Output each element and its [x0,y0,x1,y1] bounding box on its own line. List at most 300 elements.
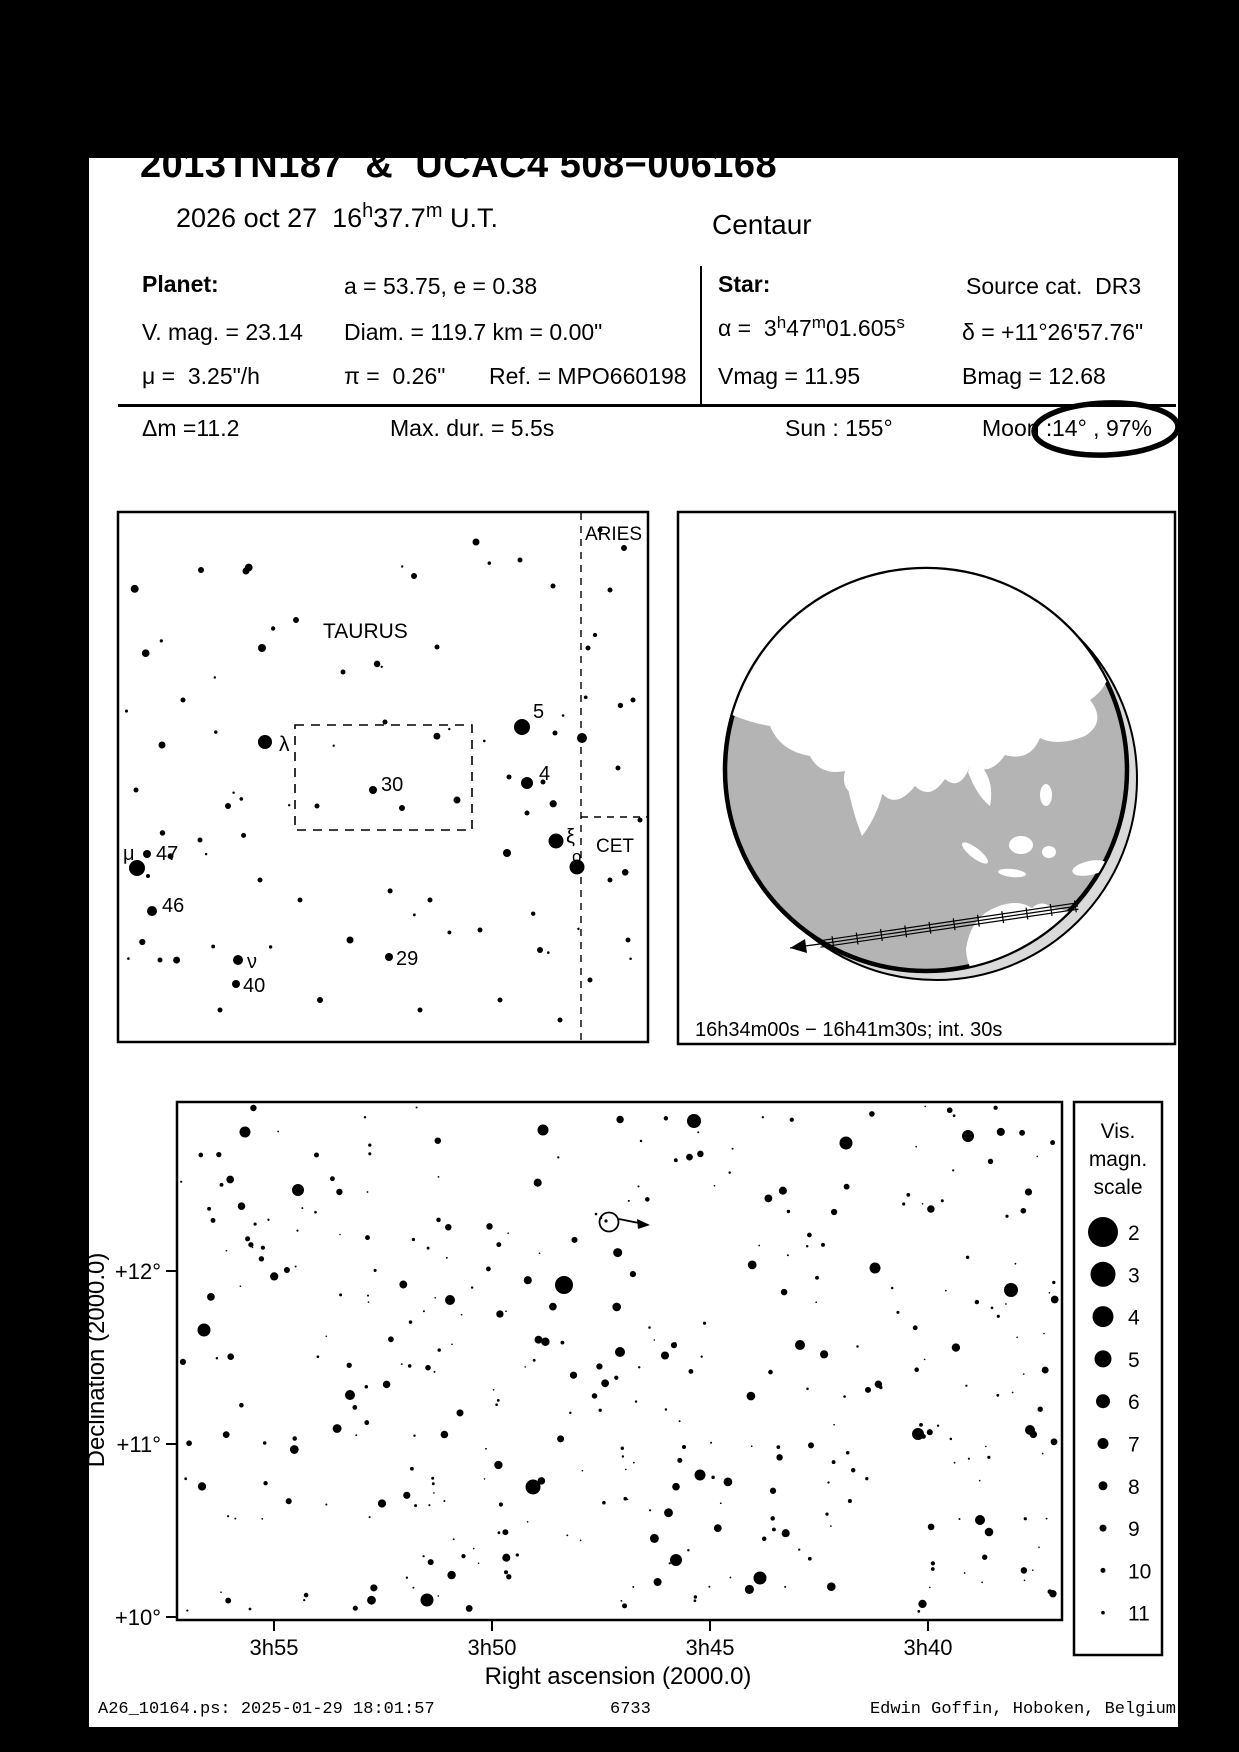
star-dot [524,1366,526,1368]
star-dot [160,639,163,642]
star-dot [808,1557,812,1561]
star-dot [621,545,627,551]
legend-magnitude-label: 6 [1128,1391,1140,1415]
star-vmag: Vmag = 11.95 [718,363,861,389]
star-dot [825,1512,828,1515]
star-dot [347,937,354,944]
star-dot [411,573,417,579]
star-dot [295,1266,297,1268]
star-dot [225,1598,231,1604]
star-dot [618,703,623,708]
y-tick-label: +10° [114,1605,161,1630]
finder-label: 30 [381,774,404,796]
star-dot [674,1158,678,1162]
y-axis-label: Declination (2000.0) [83,1252,110,1468]
star-dot [622,1603,627,1608]
legend-magnitude-dot [1091,1262,1116,1287]
star-dot [917,1610,920,1613]
star-dot [843,1395,846,1398]
star-dot [879,1386,882,1389]
star-dot [368,1143,371,1146]
star-dot [433,1492,435,1494]
star-dot [435,645,440,650]
star-dot [433,733,440,740]
legend-magnitude-label: 7 [1128,1433,1140,1457]
finder-label: 40 [243,975,266,997]
star-dot [577,733,587,743]
star-dot [632,1586,634,1588]
star-dot [198,1153,203,1158]
star-dot [975,1515,985,1525]
star-dot [1025,1188,1032,1195]
star-dot [539,1252,541,1254]
star-dot [301,1207,303,1209]
star-dot [1019,1130,1025,1136]
star-dot [608,588,613,593]
x-axis-label: Right ascension (2000.0) [484,1663,752,1690]
star-dot [428,898,433,903]
star-dot [758,1245,760,1247]
star-dot [1049,1292,1051,1294]
star-dot [198,567,204,573]
star-dot [865,1387,871,1393]
star-dot [623,1497,627,1501]
star-dot [710,1442,712,1444]
star-dot [378,1499,386,1507]
legend-title-line: Vis. [1100,1120,1136,1143]
star-declination: δ = +11°26'57.76" [962,319,1144,345]
star-dot [486,1266,491,1271]
star-dot [1051,1438,1058,1445]
star-dot [159,742,166,749]
star-dot [654,1578,662,1586]
star-dot [406,1577,408,1579]
star-dot [493,1389,495,1391]
star-dot [697,1151,704,1158]
star-dot [142,649,150,657]
star-dot [1020,1208,1026,1214]
star-dot [223,1431,230,1438]
legend-magnitude-dot [1093,1306,1114,1327]
legend-title-line: magn. [1088,1148,1148,1171]
star-dot [214,676,216,678]
star-dot [494,1461,502,1469]
star-dot [147,906,157,916]
star-dot [330,1176,335,1181]
star-dot [1050,1140,1055,1145]
finder-label: λ [279,733,290,756]
star-dot [525,811,530,816]
star-dot [918,1600,926,1608]
star-dot [549,1303,557,1311]
legend-magnitude-dot [1101,1611,1105,1615]
magnitude-drop: Δm =11.2 [142,415,240,441]
star-dot [768,1370,773,1375]
planet-reference: Ref. = MPO660198 [489,363,687,389]
star-dot [198,838,203,843]
star-dot [962,1130,974,1142]
star-dot [127,957,130,960]
star-dot [906,1193,910,1197]
star-dot [399,805,405,811]
star-dot [695,1470,706,1481]
star-dot [670,1554,682,1566]
legend-magnitude-label: 4 [1128,1306,1140,1330]
star-dot [827,1582,836,1591]
star-dot [815,1301,817,1303]
star-dot [592,1393,598,1399]
star-dot [293,617,299,623]
star-dot [383,720,388,725]
star-dot [1024,1517,1027,1520]
star-dot [220,1591,222,1593]
star-dot [728,1171,730,1173]
star-dot [502,1554,510,1562]
star-dot [924,1106,926,1108]
star-dot [345,1390,355,1400]
star-dot [325,1503,327,1505]
legend-magnitude-dot [1088,1217,1118,1247]
star-dot [915,1146,917,1148]
star-dot [220,1183,224,1187]
star-dot [507,775,512,780]
star-dot [418,1008,423,1013]
star-dot [498,1531,501,1534]
star-dot [198,1324,211,1337]
star-dot [599,1409,602,1412]
star-dot [570,1372,577,1379]
star-dot [557,1435,564,1442]
star-dot [629,957,632,960]
star-dot [258,644,266,652]
star-dot [638,818,643,823]
star-dot [831,1209,837,1215]
star-dot [355,1434,357,1436]
star-dot [953,1114,956,1117]
star-dot [964,1572,966,1574]
star-dot [271,626,275,630]
star-dot [952,1169,954,1171]
star-dot [807,1233,812,1238]
target-star-dot [604,1219,607,1222]
star-dot [269,945,272,948]
sulawesi-island [1042,846,1056,858]
star-dot [1046,1518,1048,1520]
star-dot [682,1445,686,1449]
star-dot [413,913,416,916]
star-dot [919,1423,923,1427]
star-dot [827,1481,829,1483]
finder-label: ν [247,951,257,973]
star-dot [277,1131,279,1133]
star-dot [679,1420,681,1422]
star-dot [401,1363,403,1365]
star-dot [637,1185,639,1187]
legend-magnitude-dot [1096,1394,1110,1408]
star-dot [437,1348,440,1351]
star-dot [254,1223,257,1226]
star-dot [566,1534,568,1536]
star-dot [374,1269,377,1272]
star-dot [488,561,492,565]
star-dot [428,1504,430,1506]
star-dot [614,1376,618,1380]
star-dot [388,1336,394,1342]
star-dot [249,1608,252,1611]
star-dot [421,1594,434,1607]
star-dot [703,1322,706,1325]
star-dot [160,830,166,836]
star-dot [245,1236,250,1241]
star-dot [484,1478,486,1480]
star-dot [502,1529,508,1535]
star-dot [483,740,486,743]
star-dot [571,1237,577,1243]
legend-title-line: scale [1093,1176,1143,1199]
object-class-label: Centaur [712,209,812,240]
star-dot [688,1369,693,1374]
star-dot [612,1303,621,1312]
footer-author: Edwin Goffin, Hoboken, Belgium [869,1700,1176,1719]
star-dot [558,1018,563,1023]
star-dot [422,1555,424,1557]
star-dot [770,1488,776,1494]
star-dot [912,1428,924,1440]
star-dot [234,1518,236,1520]
star-dot [506,1574,511,1579]
star-dot [1042,1453,1044,1455]
star-dot [1024,1579,1026,1581]
star-dot [370,1584,377,1591]
star-dot [211,945,215,949]
star-dot [258,878,263,883]
star-dot [661,1351,669,1359]
star-dot [747,1392,756,1401]
star-dot [694,1595,697,1598]
page-title: 2013TN187 & UCAC4 508−006168 [140,144,778,186]
star-dot [1037,1156,1039,1158]
star-dot [498,998,503,1003]
star-dot [270,1272,278,1280]
star-dot [125,710,128,713]
star-dot [790,1118,794,1122]
star-dot [672,1483,680,1491]
star-dot [648,1326,651,1329]
star-source-catalog: Source cat. DR3 [966,273,1142,299]
star-dot [869,1111,875,1117]
star-dot [226,1250,228,1252]
star-dot [1042,1367,1049,1374]
star-dot [650,1534,659,1543]
star-dot [621,1446,624,1449]
star-dot [902,1202,905,1205]
star-dot [966,1256,969,1259]
star-dot [1049,1590,1056,1597]
star-dot [620,1600,622,1602]
star-dot [779,1187,787,1195]
star-dot [947,1107,953,1113]
star-dot [409,1320,412,1323]
planet-orbit: a = 53.75, e = 0.38 [344,273,538,299]
star-dot [243,568,250,575]
star-dot [664,1116,668,1120]
star-dot [339,1234,341,1236]
star-dot [848,1499,852,1503]
star-dot [1005,1303,1007,1305]
star-dot [820,1350,828,1358]
star-dot [158,958,163,963]
star-dot [968,1458,970,1460]
star-dot [240,1127,251,1138]
star-dot [633,1462,635,1464]
star-dot [353,1606,358,1611]
star-dot [1016,1337,1018,1339]
star-dot [686,1154,693,1161]
star-dot [438,1176,440,1178]
star-dot [368,1152,371,1155]
x-tick-label: 3h45 [685,1635,735,1660]
star-dot [399,1281,407,1289]
star-dot [1004,1283,1018,1297]
star-dot [927,1205,935,1213]
star-dot [232,980,240,988]
star-dot [239,1403,244,1408]
star-dot [993,1106,997,1110]
star-dot [562,714,565,717]
star-dot [593,633,597,637]
star-dot [226,1176,234,1184]
x-tick-label: 3h40 [903,1635,953,1660]
star-dot [649,1509,651,1511]
star-dot [367,1295,369,1297]
star-dot [317,1355,320,1358]
star-dot [653,1339,655,1341]
star-dot [286,1498,292,1504]
star-dot [534,1179,542,1187]
star-dot [261,1518,263,1520]
star-dot [347,1363,352,1368]
star-dot [1043,1333,1045,1335]
star-dot [288,804,290,806]
star-dot [364,1420,369,1425]
star-dot [770,1516,774,1520]
star-dot [954,1462,956,1464]
star-dot [180,1181,182,1183]
star-dot [514,719,530,735]
legend-magnitude-dot [1095,1350,1112,1367]
star-dot [503,849,511,857]
star-dot [412,1238,415,1241]
star-dot [284,1267,290,1273]
star-dot [840,1137,853,1150]
star-dot [776,1454,782,1460]
legend-magnitude-label: 8 [1128,1475,1140,1499]
star-dot [795,1340,805,1350]
legend-magnitude-label: 5 [1128,1348,1140,1372]
star-dot [1023,1373,1025,1375]
star-dot [292,1184,304,1196]
star-dot [441,1431,449,1439]
star-dot [798,1548,800,1550]
star-dot [478,928,483,933]
star-dot [714,1524,722,1532]
star-dot [370,1603,372,1605]
star-dot [851,1468,855,1472]
star-dot [952,1343,960,1351]
star-dot [981,1582,983,1584]
event-datetime: 2026 oct 27 16$^h$37.7$^m$ U.T. [176,200,498,233]
star-dot [336,1189,342,1195]
star-dot [616,766,621,771]
legend-magnitude-label: 2 [1128,1222,1140,1245]
star-dot [1005,1215,1008,1218]
legend-magnitude-dot [1098,1438,1109,1449]
legend-magnitude-dot [1101,1568,1106,1573]
star-dot [290,1445,299,1454]
star-dot [631,698,636,703]
finder-label: ξ [566,826,575,848]
legend-magnitude-dot [1099,1481,1108,1490]
star-section-label: Star: [718,271,771,297]
star-dot [325,1335,327,1337]
max-duration: Max. dur. = 5.5s [390,415,555,441]
legend-magnitude-label: 11 [1128,1602,1150,1626]
star-dot [870,1263,881,1274]
finder-label: ARIES [585,524,643,545]
y-tick-label: +11° [116,1432,161,1457]
star-dot [950,1438,953,1441]
star-dot [588,978,593,983]
star-dot [616,1116,623,1123]
target-trail-dot [595,1213,598,1216]
star-dot [134,788,139,793]
star-dot [941,1199,944,1202]
star-dot [602,1501,606,1505]
footer-sequence-number: 6733 [610,1700,651,1719]
star-dot [931,1561,935,1565]
star-dot [518,558,523,563]
star-dot [497,1399,500,1402]
star-bmag: Bmag = 12.68 [962,363,1106,389]
star-dot [485,1448,487,1450]
planet-parallax: π = 0.26" [344,363,446,389]
star-dot [615,1347,625,1357]
star-dot [524,1276,532,1284]
star-dot [435,1137,441,1143]
star-dot [496,1310,503,1317]
star-dot [711,1476,714,1479]
star-dot [844,1184,850,1190]
star-dot [180,1359,186,1365]
star-dot [233,955,243,965]
star-dot [216,1357,218,1359]
star-dot [959,1518,961,1520]
star-dot [937,1425,939,1427]
star-dot [787,1254,789,1256]
star-dot [979,1480,981,1482]
planet-diameter: Diam. = 119.7 km = 0.00" [344,319,603,345]
star-dot [531,912,535,916]
star-dot [665,1408,667,1410]
star-dot [216,1152,221,1157]
star-dot [1032,1569,1034,1571]
star-dot [447,930,451,934]
star-dot [669,1562,671,1564]
star-dot [635,1400,637,1402]
star-dot [622,869,629,876]
path-time-caption: 16h34m00s − 16h41m30s; int. 30s [695,1019,1003,1041]
star-dot [638,1366,640,1368]
